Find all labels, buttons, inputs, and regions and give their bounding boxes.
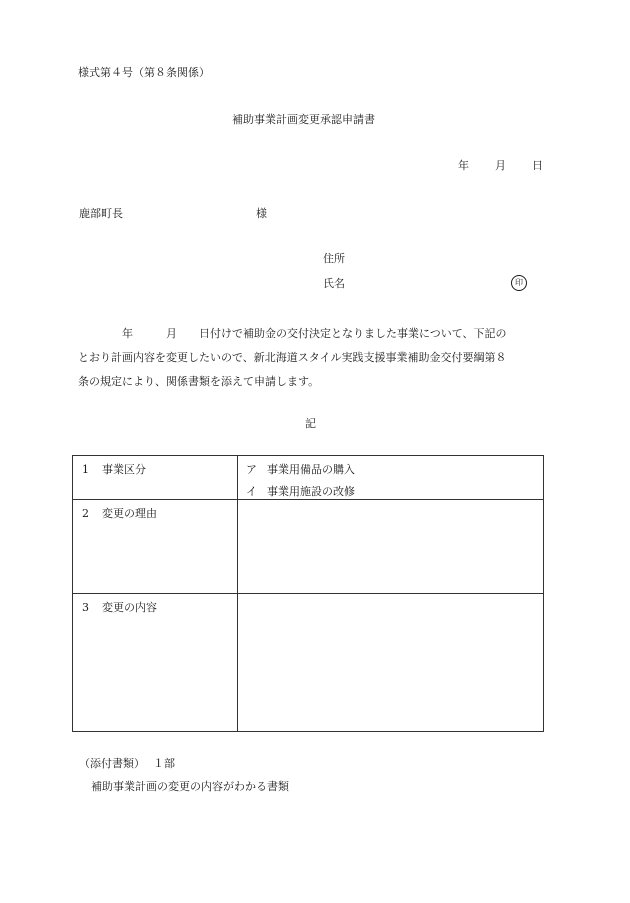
table-row-business-category — [73, 456, 543, 500]
attachments-description: 補助事業計画の変更の内容がわかる書類 — [91, 780, 289, 793]
date-month-label: 月 — [495, 159, 506, 172]
row-number: 3 — [82, 601, 89, 614]
name-label: 氏名 — [323, 277, 345, 290]
request-paragraph — [78, 322, 548, 394]
option-equipment-purchase[interactable]: 事業用備品の購入 — [267, 463, 355, 476]
table-row-change-details — [73, 594, 543, 731]
attachments-count: １部 — [153, 757, 175, 770]
form-number: 様式第４号（第８条関係） — [78, 66, 210, 79]
request-line-2: とおり計画内容を変更したいので、新北海道スタイル実践支援事業補助金交付要綱第８ — [78, 351, 507, 364]
address-label: 住所 — [323, 252, 345, 265]
row-number: 1 — [82, 463, 89, 476]
ki-heading: 記 — [305, 417, 316, 430]
document-title: 補助事業計画変更承認申請書 — [232, 113, 375, 126]
change-details-field[interactable] — [238, 594, 543, 731]
request-line-3: 条の規定により、関係書類を添えて申請します。 — [78, 375, 320, 388]
label-cell — [73, 594, 238, 731]
date-year-label: 年 — [458, 159, 469, 172]
date-day-label: 日 — [532, 159, 543, 172]
option-mark-a: ア — [246, 463, 257, 476]
row-label: 事業区分 — [102, 463, 146, 476]
row-label: 変更の理由 — [102, 507, 157, 520]
details-table — [72, 455, 544, 732]
attachments-heading: （添付書類） — [79, 757, 145, 770]
addressee-honorific: 様 — [256, 207, 267, 220]
date-line — [458, 160, 543, 171]
table-row-change-reason — [73, 500, 543, 594]
row-number: 2 — [82, 507, 89, 520]
change-reason-field[interactable] — [238, 500, 543, 593]
label-cell — [73, 456, 238, 499]
addressee-name: 鹿部町長 — [79, 207, 123, 220]
seal-mark: 印 — [511, 275, 527, 291]
request-line-1: 年 月 日付けで補助金の交付決定となりました事業について、下記の — [78, 327, 507, 340]
value-cell-business-category[interactable] — [238, 456, 543, 499]
option-mark-i: イ — [246, 485, 257, 498]
row-label: 変更の内容 — [102, 601, 157, 614]
option-facility-renovation[interactable]: 事業用施設の改修 — [267, 485, 355, 498]
label-cell — [73, 500, 238, 593]
